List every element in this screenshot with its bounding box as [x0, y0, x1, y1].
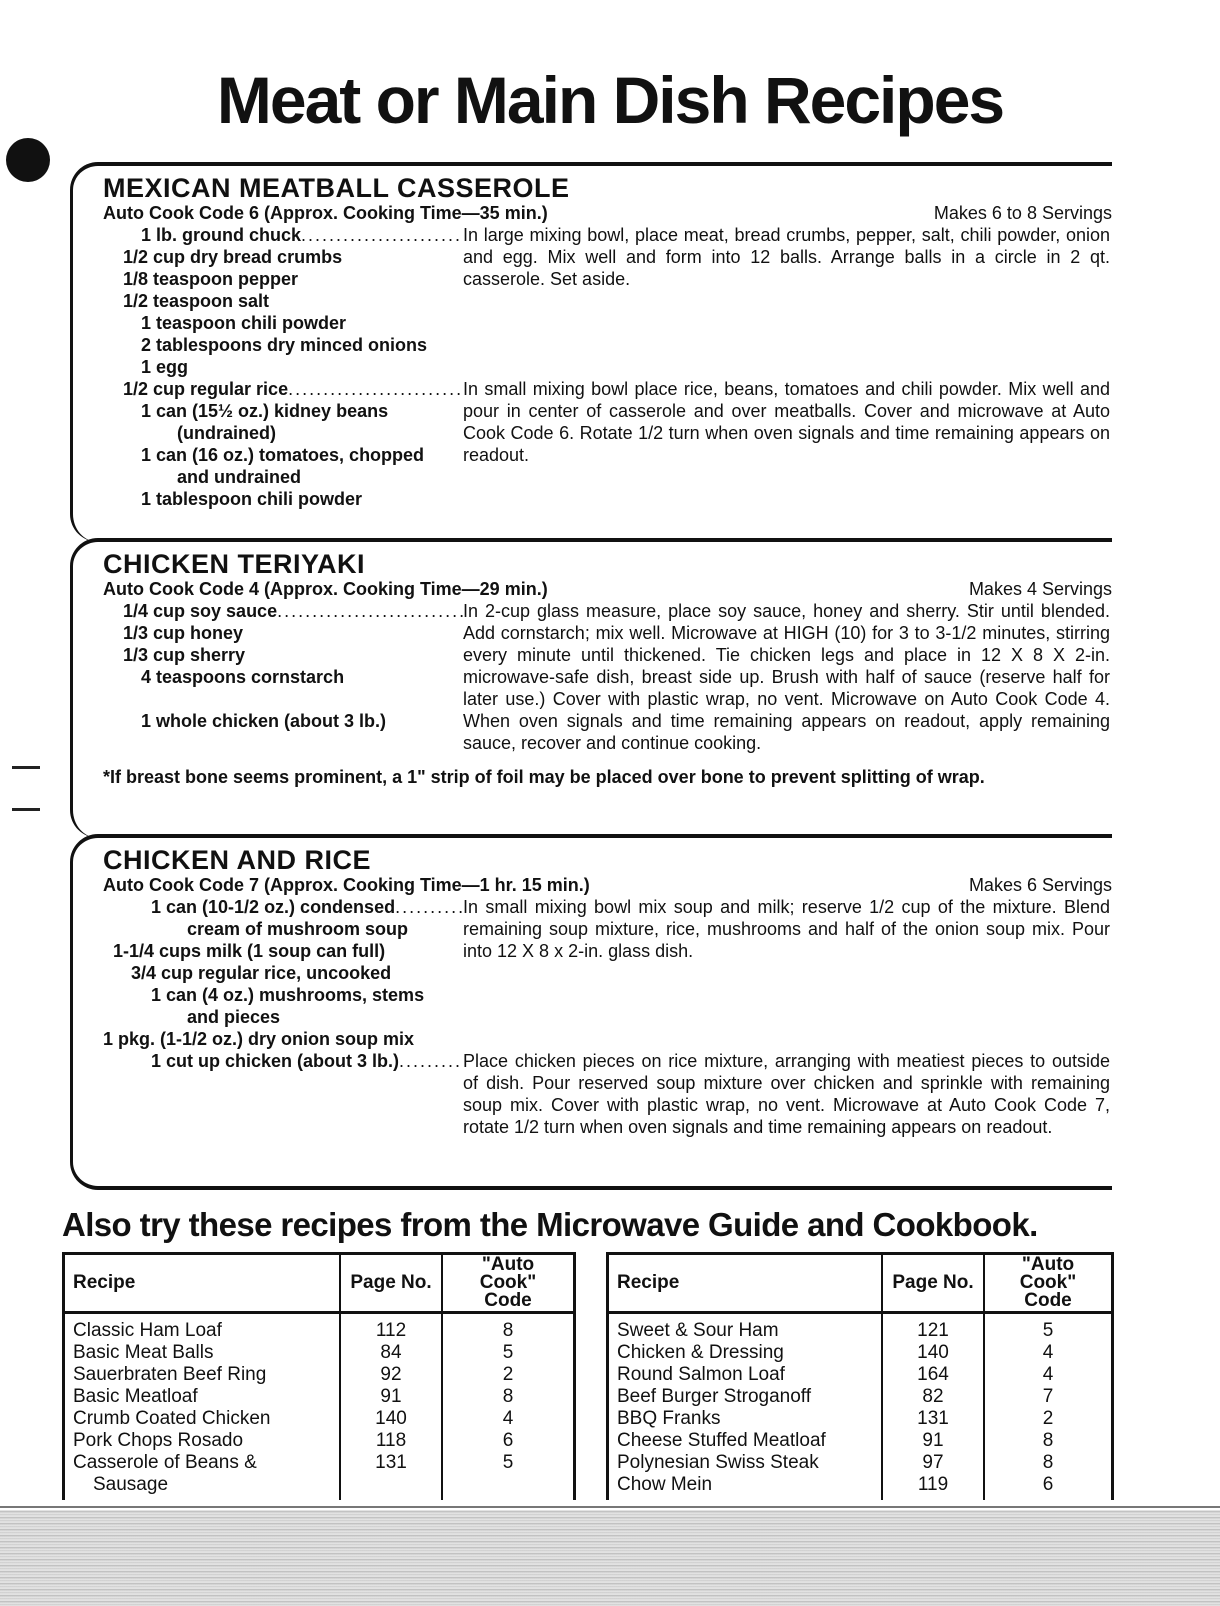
ingredient: 2 tablespoons dry minced onions	[141, 335, 428, 355]
ingredient: 1 lb. ground chuck .....	[103, 224, 463, 246]
directions: In small mixing bowl mix soup and milk; reserve 1/2 cup of the mixture. Blend remaining soup mixture, rice, mushrooms and half of the onion soup mix. Pour into 12 X 8 x 2-in. glass dish.	[463, 897, 1110, 961]
recipe-step	[103, 1050, 1112, 1138]
column-header-page: Page No.	[340, 1254, 442, 1313]
recipe-meta	[103, 874, 1112, 896]
recipe-step	[103, 600, 1112, 754]
ingredient: 1 whole chicken (about 3 lb.)	[141, 711, 387, 731]
table-row: Chow Mein 119 6	[608, 1474, 1113, 1500]
table-row: Beef Burger Stroganoff 82 7	[608, 1386, 1113, 1408]
column-header-recipe: Recipe	[64, 1254, 341, 1313]
also-try-heading: Also try these recipes from the Microwave Guide and Cookbook.	[62, 1206, 1038, 1243]
auto-cook-code: Auto Cook Code 6 (Approx. Cooking Time—35 min.)	[103, 203, 548, 223]
directions: In small mixing bowl place rice, beans, tomatoes and chili powder. Mix well and pour in center of casserole and over meatballs. Cover and microwave at Auto Cook Code 6. Rotate 1/2 turn when oven signals and time remaining appears on readout.	[463, 379, 1110, 465]
ingredient-list	[103, 378, 463, 510]
table-row: Sweet & Sour Ham 121 5	[608, 1313, 1113, 1343]
scan-edge-line	[0, 1506, 1220, 1508]
recipe-meta	[103, 202, 1112, 224]
servings: Makes 6 Servings	[968, 875, 1112, 895]
column-header-code: "Auto Cook" Code	[442, 1254, 575, 1313]
ingredient-list	[103, 896, 463, 1050]
recipe-name: CHICKEN AND RICE	[103, 845, 372, 875]
ingredient: 1 can (10-1/2 oz.) condensed .....	[103, 896, 463, 918]
ingredient: cream of mushroom soup	[187, 919, 409, 939]
column-header-code: "Auto Cook" Code	[984, 1254, 1113, 1313]
auto-cook-code: Auto Cook Code 7 (Approx. Cooking Time—1 hr. 15 min.)	[103, 875, 590, 895]
table-row: BBQ Franks 131 2	[608, 1408, 1113, 1430]
footnote: *If breast bone seems prominent, a 1" strip of foil may be placed over bone to prevent splitting of wrap.	[103, 767, 985, 787]
scan-artifact	[0, 1510, 1220, 1606]
ingredient: 1 can (15½ oz.) kidney beans	[141, 401, 389, 421]
ingredient: 1/2 cup dry bread crumbs	[123, 247, 343, 267]
ingredient: 1/4 cup soy sauce .....	[103, 600, 463, 622]
recipe-name: CHICKEN TERIYAKI	[103, 549, 366, 579]
column-header-recipe: Recipe	[608, 1254, 883, 1313]
recipe-step	[103, 896, 1112, 1050]
ingredient: 1 cut up chicken (about 3 lb.) .....	[103, 1050, 463, 1072]
directions: In 2-cup glass measure, place soy sauce, honey and sherry. Stir until blended. Add cornstarch; mix well. Microwave at HIGH (10) for 3 to 3-1/2 minutes, stirring every minute until thickened. Tie chicken legs and place in 12 X 8 X 2-in. microwave-safe dish, breast side up. Brush with half of sauce (reserve half for later use.) Cover with plastic wrap, no vent. Microwave on Auto Cook Code 4. When oven signals and time remaining appears on readout, apply remaining sauce, recover and continue cooking.	[463, 601, 1110, 753]
binder-hole	[6, 138, 50, 182]
table-row: Basic Meatloaf 91 8	[64, 1386, 575, 1408]
margin-mark	[12, 808, 40, 811]
auto-cook-code: Auto Cook Code 4 (Approx. Cooking Time—29 min.)	[103, 579, 548, 599]
ingredient: 1 teaspoon chili powder	[141, 313, 347, 333]
table-row: Classic Ham Loaf 112 8	[64, 1313, 575, 1343]
ingredient-list	[103, 1050, 463, 1138]
recipe-step	[103, 224, 1112, 378]
table-header	[64, 1254, 575, 1313]
table-row: Round Salmon Loaf 164 4	[608, 1364, 1113, 1386]
table-row: Polynesian Swiss Steak 97 8	[608, 1452, 1113, 1474]
ingredient: 1 pkg. (1-1/2 oz.) dry onion soup mix	[103, 1029, 415, 1049]
recipe-step	[103, 378, 1112, 510]
directions: In large mixing bowl, place meat, bread crumbs, pepper, salt, chili powder, onion and egg. Mix well and form into 12 balls. Arrange balls in a circle in 2 qt. casserole. Set aside.	[463, 225, 1110, 289]
ingredient: 1-1/4 cups milk (1 soup can full)	[113, 941, 386, 961]
ingredient: 1 can (4 oz.) mushrooms, stems	[151, 985, 425, 1005]
ingredient-list	[103, 600, 463, 754]
column-header-page: Page No.	[882, 1254, 984, 1313]
table-row: Casserole of Beans & 131 5	[64, 1452, 575, 1474]
ingredient: 4 teaspoons cornstarch	[141, 667, 345, 687]
ingredient: 1/3 cup sherry	[123, 645, 246, 665]
recipe-table-left	[62, 1252, 576, 1500]
ingredient: 1/2 teaspoon salt	[123, 291, 270, 311]
servings: Makes 4 Servings	[968, 579, 1112, 599]
table-row: Cheese Stuffed Meatloaf 91 8	[608, 1430, 1113, 1452]
ingredient: 1 can (16 oz.) tomatoes, chopped	[141, 445, 425, 465]
table-row: Sauerbraten Beef Ring 92 2	[64, 1364, 575, 1386]
ingredient: 1/2 cup regular rice .....	[103, 378, 463, 400]
ingredient: 1/3 cup honey	[123, 623, 244, 643]
table-row: Sausage	[64, 1474, 575, 1500]
recipe-chicken-teriyaki	[70, 538, 1112, 838]
servings: Makes 6 to 8 Servings	[933, 203, 1112, 223]
table-row: Pork Chops Rosado 118 6	[64, 1430, 575, 1452]
ingredient: 1 egg	[141, 357, 189, 377]
margin-mark	[12, 766, 40, 769]
ingredient: and undrained	[177, 467, 302, 487]
recipe-chicken-and-rice	[70, 834, 1112, 1190]
recipe-mexican-meatball-casserole	[70, 162, 1112, 542]
ingredient: 1 tablespoon chili powder	[141, 489, 363, 509]
ingredient: 1/8 teaspoon pepper	[123, 269, 299, 289]
table-row: Basic Meat Balls 84 5	[64, 1342, 575, 1364]
recipe-meta	[103, 578, 1112, 600]
recipe-table-right	[606, 1252, 1114, 1500]
recipe-name: MEXICAN MEATBALL CASSEROLE	[103, 173, 570, 203]
table-header	[608, 1254, 1113, 1313]
table-row: Crumb Coated Chicken 140 4	[64, 1408, 575, 1430]
ingredient: (undrained)	[177, 423, 276, 443]
ingredient: 3/4 cup regular rice, uncooked	[131, 963, 392, 983]
ingredient-list	[103, 224, 463, 378]
directions: Place chicken pieces on rice mixture, arranging with meatiest pieces to outside of dish. Pour reserved soup mixture over chicken and sprinkle with remaining soup mix. Cover with plastic wrap, no vent. Microwave at Auto Cook Code 7, rotate 1/2 turn when oven signals and time remaining appears on readout.	[463, 1051, 1110, 1137]
table-row: Chicken & Dressing 140 4	[608, 1342, 1113, 1364]
page-title: Meat or Main Dish Recipes	[216, 63, 1004, 137]
ingredient: and pieces	[187, 1007, 281, 1027]
